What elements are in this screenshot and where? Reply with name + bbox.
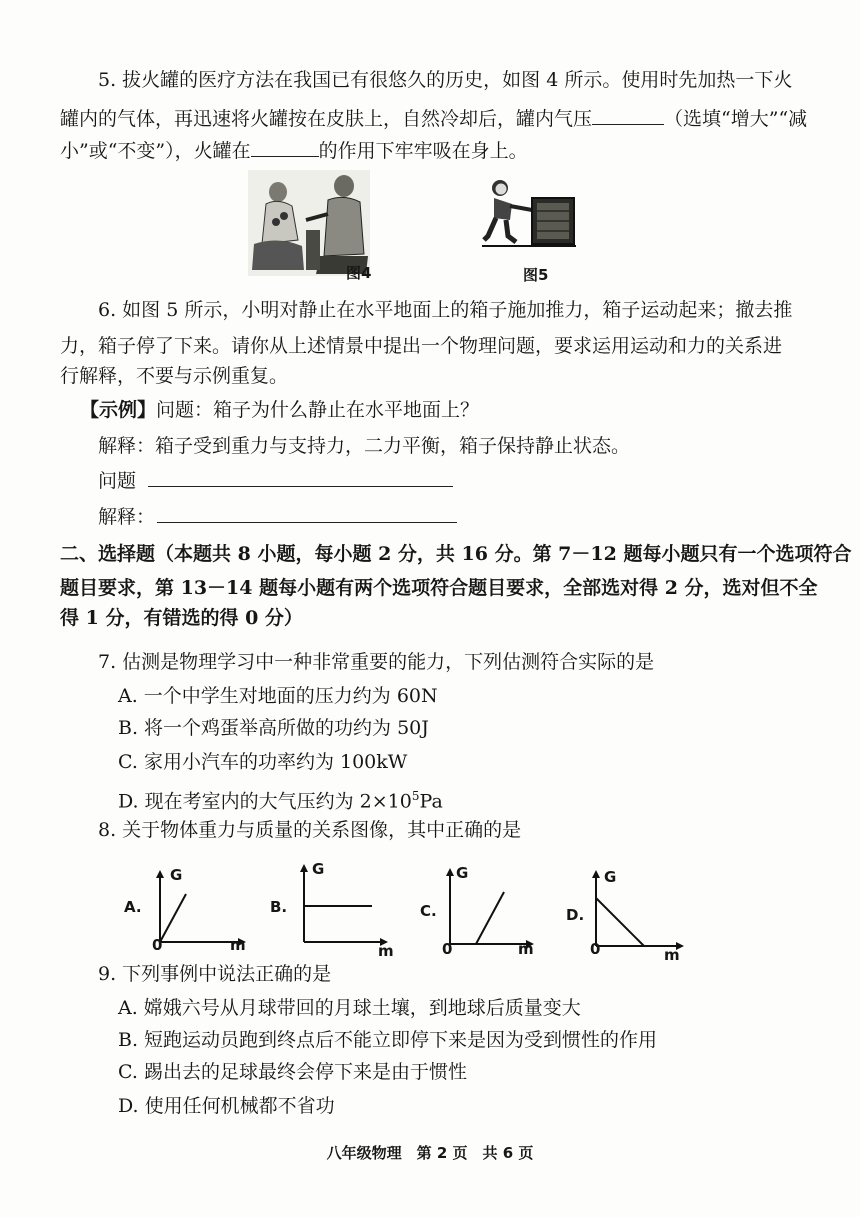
q8-graph-b [294, 862, 404, 954]
q8-stem: 8. 关于物体重力与质量的关系图像，其中正确的是 [98, 819, 522, 841]
q6-answer-label: 解释： [98, 506, 156, 528]
q8-graph-c-letter: C. [420, 902, 437, 920]
q5-line3 [60, 138, 800, 163]
q8-graph-a-x-label: m [230, 936, 246, 954]
q7-option-d-text: D. 现在考室内的大气压约为 2×10 [118, 790, 412, 813]
q5-line2-options: （选填“增大”“减 [664, 108, 808, 130]
q8-graph-d-origin: 0 [590, 940, 601, 958]
q9-option-a: A. 嫦娥六号从月球带回的月球土壤，到地球后质量变大 [118, 997, 581, 1019]
q6-example-answer: 解释：箱子受到重力与支持力，二力平衡，箱子保持静止状态。 [98, 435, 631, 457]
q7-option-a: A. 一个中学生对地面的压力约为 60N [118, 685, 438, 707]
q6-line2: 力，箱子停了下来。请你从上述情景中提出一个物理问题，要求运用运动和力的关系进 [60, 335, 783, 357]
q7-option-c: C. 家用小汽车的功率约为 100kW [118, 751, 408, 773]
page-footer: 八年级物理 第 2 页 共 6 页 [326, 1144, 534, 1162]
q5-line2-text: 罐内的气体，再迅速将火罐按在皮肤上，自然冷却后，罐内气压 [60, 108, 593, 130]
section2-heading-line1: 二、选择题（本题共 8 小题，每小题 2 分，共 16 分。第 7－12 题每小题只有一个选项符合 [60, 543, 852, 565]
q8-graph-c-y-label: G [456, 864, 469, 882]
q7-option-d [118, 784, 858, 813]
q6-explanation-answer-line [157, 504, 457, 523]
q6-example-tag: 【示例】 [80, 399, 157, 421]
q9-option-b: B. 短跑运动员跑到终点后不能立即停下来是因为受到惯性的作用 [118, 1029, 658, 1051]
q8-graph-a-origin: 0 [152, 936, 163, 954]
q8-graph-d-x-label: m [664, 946, 680, 964]
q5-line3-text: 小”或“不变”），火罐在 [60, 140, 251, 162]
q9-option-c: C. 踢出去的足球最终会停下来是由于惯性 [118, 1061, 467, 1083]
q6-question-row [98, 468, 838, 493]
figure-5-pushing-box-illustration [482, 176, 576, 250]
q5-line2 [60, 106, 808, 131]
q6-question-answer-line [148, 468, 453, 487]
q6-example-question [80, 398, 820, 422]
q8-graph-c-x-label: m [518, 940, 534, 958]
q5-line1: 5. 拔火罐的医疗方法在我国已有很悠久的历史，如图 4 所示。使用时先加热一下火 [98, 69, 793, 91]
q6-question-label: 问题 [98, 470, 137, 492]
q8-graph-c-origin: 0 [442, 940, 453, 958]
q5-blank-2 [251, 138, 319, 157]
figure-4-cupping-illustration [248, 170, 370, 276]
q8-graph-d-letter: D. [566, 906, 585, 924]
q8-graph-a-y-label: G [170, 866, 183, 884]
q9-option-d: D. 使用任何机械都不省功 [118, 1095, 335, 1117]
q9-stem: 9. 下列事例中说法正确的是 [98, 963, 332, 985]
q6-example-question-text: 问题：箱子为什么静止在水平地面上？ [156, 399, 480, 421]
q7-stem: 7. 估测是物理学习中一种非常重要的能力，下列估测符合实际的是 [98, 651, 655, 673]
q8-graph-b-x-label: m [378, 942, 394, 960]
q7-option-d-unit: Pa [419, 790, 443, 813]
figure-5-label: 图5 [523, 266, 549, 284]
q5-line3-end: 的作用下牢牢吸在身上。 [318, 140, 528, 162]
q7-option-d-exponent: 5 [411, 789, 420, 803]
q8-graph-d-y-label: G [604, 868, 617, 886]
section2-heading-line3: 得 1 分，有错选的得 0 分） [60, 607, 303, 629]
figure-4-label: 图4 [346, 264, 372, 282]
q7-option-b: B. 将一个鸡蛋举高所做的功约为 50J [118, 717, 429, 739]
q8-graph-b-y-label: G [312, 860, 325, 878]
section2-heading-line2: 题目要求，第 13－14 题每小题有两个选项符合题目要求，全部选对得 2 分，选对但不全 [60, 577, 818, 599]
q6-line3: 行解释，不要与示例重复。 [60, 365, 289, 387]
q8-graph-b-letter: B. [270, 898, 288, 916]
q6-answer-row [98, 504, 838, 529]
q6-line1: 6. 如图 5 所示，小明对静止在水平地面上的箱子施加推力，箱子运动起来；撤去推 [98, 299, 793, 321]
q5-blank-1 [592, 106, 664, 125]
q8-graph-a-letter: A. [124, 898, 142, 916]
